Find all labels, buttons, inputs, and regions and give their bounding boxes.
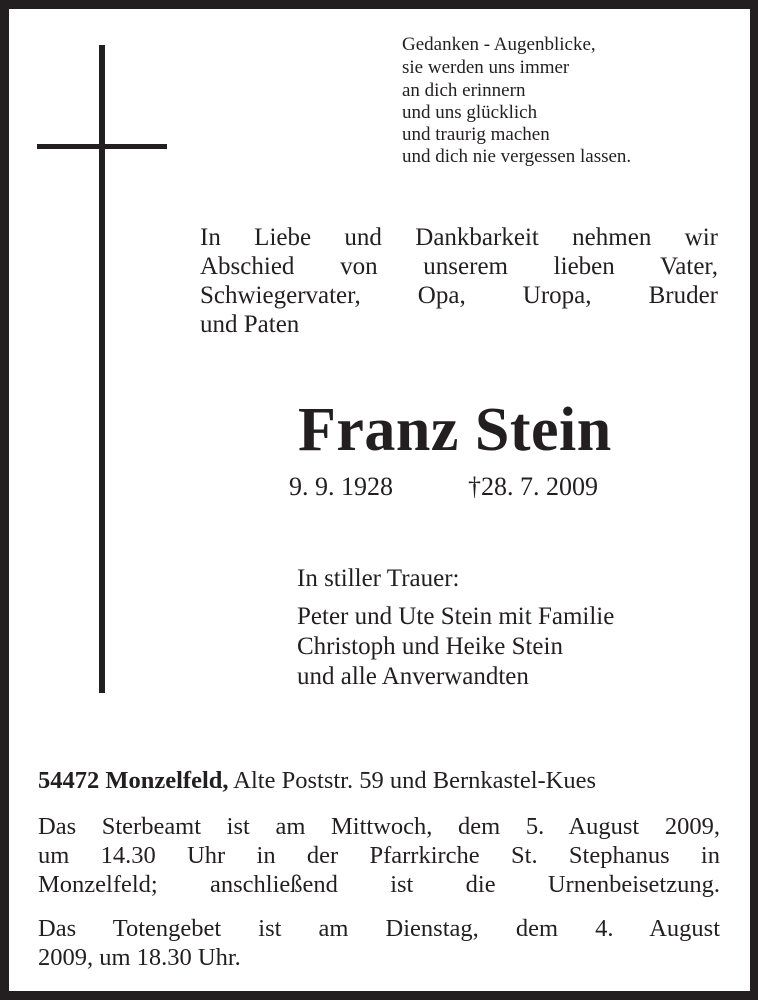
cross-icon-bar	[37, 144, 167, 149]
death-date	[468, 472, 598, 502]
prayer-line: 2009, um 18.30 Uhr.	[38, 944, 241, 971]
address-bold: 54472 Monzelfeld,	[38, 767, 229, 794]
intro-line: In Liebe und Dankbarkeit nehmen wir	[200, 224, 718, 251]
poem-line: an dich erinnern	[402, 80, 526, 101]
poem-line: und dich nie vergessen lassen.	[402, 146, 632, 167]
intro-line: und Paten	[200, 311, 300, 338]
funeral-line: um 14.30 Uhr in der Pfarrkirche St. Stephanus in	[38, 842, 720, 869]
address-rest: Alte Poststr. 59 und Bernkastel-Kues	[228, 767, 597, 794]
poem-line: und traurig machen	[402, 124, 550, 145]
poem-line: und uns glücklich	[402, 102, 538, 123]
address	[38, 767, 720, 795]
death-date-value: 28. 7. 2009	[481, 472, 598, 501]
birth-date: 9. 9. 1928	[289, 472, 393, 501]
funeral-line: Monzelfeld; anschließend ist die Urnenbeisetzung.	[38, 871, 720, 898]
poem-line: sie werden uns immer	[402, 57, 570, 78]
funeral-line: Das Sterbeamt ist am Mittwoch, dem 5. August 2009,	[38, 813, 720, 840]
mourner: Christoph und Heike Stein	[297, 633, 563, 660]
deceased-name: Franz Stein	[298, 396, 612, 464]
intro-line: Schwiegervater, Opa, Uropa, Bruder	[200, 282, 718, 309]
cross-icon	[99, 45, 105, 693]
poem-line: Gedanken - Augenblicke,	[402, 34, 596, 55]
mourning-heading: In stiller Trauer:	[297, 565, 460, 592]
intro-line: Abschied von unserem lieben Vater,	[200, 253, 718, 280]
prayer-line: Das Totengebet ist am Dienstag, dem 4. August	[38, 915, 720, 942]
dagger-icon: †	[468, 472, 481, 501]
mourner: und alle Anverwandten	[297, 663, 529, 690]
mourner: Peter und Ute Stein mit Familie	[297, 603, 615, 630]
